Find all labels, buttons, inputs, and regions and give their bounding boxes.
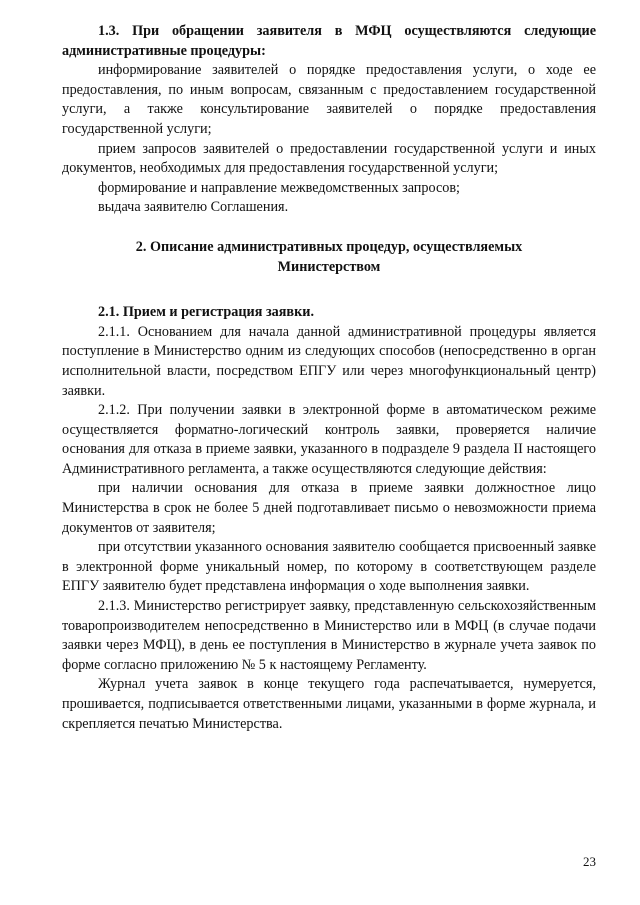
- list-item-requests: прием запросов заявителей о предоставлении государственной услуги и иных документов, необходимых для предоставления государственной услуги;: [62, 140, 596, 177]
- list-item-issuance: выдача заявителю Соглашения.: [98, 199, 289, 216]
- page-number: 23: [583, 854, 596, 869]
- section-2-1-heading: 2.1. Прием и регистрация заявки.: [98, 304, 314, 321]
- list-item-interagency: формирование и направление межведомственных запросов;: [98, 179, 460, 196]
- paragraph-refusal: при наличии основания для отказа в приеме заявки должностное лицо Министерства в срок не более 5 дней подготавливает письмо о невозможности приема документов от заявителя;: [62, 480, 596, 536]
- paragraph-2-1-1: 2.1.1. Основанием для начала данной административной процедуры является поступление в Министерство одним из следующих способов (непосредственно в орган исполнительной власти, посредством ЕПГУ или через многофункциональный центр) заявки.: [62, 323, 596, 399]
- paragraph-journal: Журнал учета заявок в конце текущего года распечатывается, нумеруется, прошивается, подписывается ответственными лицами, указанными в форме журнала, и скрепляется печатью Министерства.: [62, 676, 596, 732]
- list-item-informing: информирование заявителей о порядке предоставления услуги, о ходе ее предоставления, по иным вопросам, связанным с предоставлением государственной услуги, а также консультирование заявителей о порядке предоставления государственной услуги;: [62, 62, 596, 137]
- paragraph-2-1-2: 2.1.2. При получении заявки в электронной форме в автоматическом режиме осуществляется форматно-логический контроль заявки, проверяется наличие основания для отказа в приеме заявки, указанного в подразделе 9 раздела II настоящего Административного регламента, а также осуществляются следующие действия:: [62, 402, 596, 477]
- document-body: [62, 22, 596, 734]
- paragraph-2-1-3: 2.1.3. Министерство регистрирует заявку, представленную сельскохозяйственным товаропроизводителем непосредственно в Министерство или в МФЦ (в случае подачи заявки через МФЦ), в день ее поступления в Министерство в журнале учета заявок по форме согласно приложению № 5 к настоящему Регламенту.: [62, 598, 596, 673]
- paragraph-no-refusal: при отсутствии указанного основания заявителю сообщается присвоенный заявке в электронной форме уникальный номер, по которому в соответствующем разделе ЕПГУ заявителю будет представлена информация о ходе выполнения заявки.: [62, 539, 596, 595]
- section-1-3-heading: 1.3. При обращении заявителя в МФЦ осуществляются следующие административные процедуры:: [62, 23, 596, 59]
- section-2-title: 2. Описание административных процедур, осуществляемых Министерством: [135, 238, 523, 275]
